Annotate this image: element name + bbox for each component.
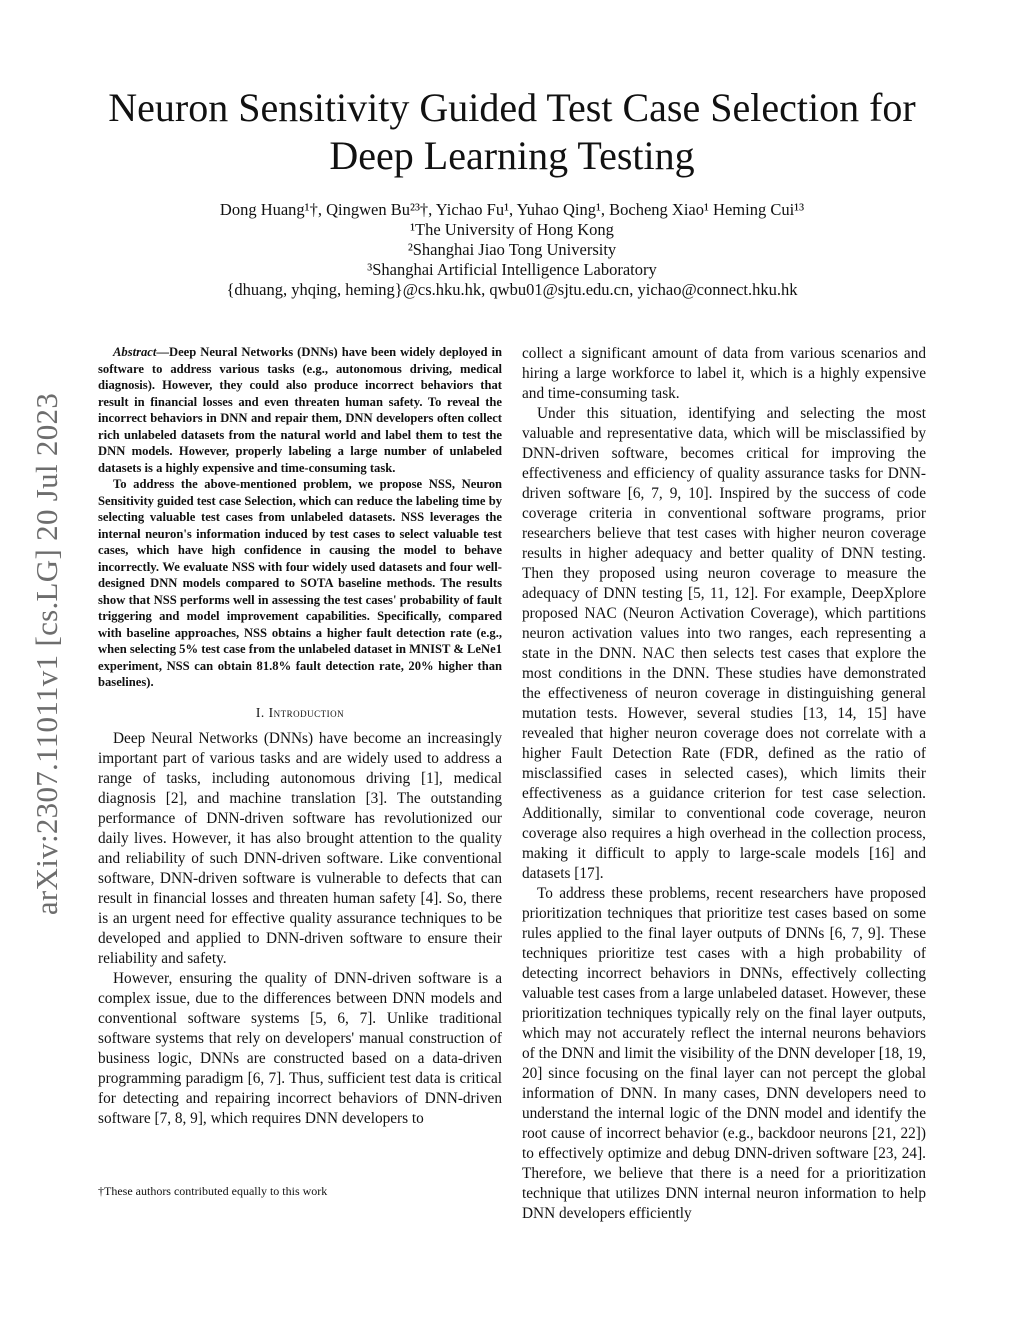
right-paragraph-2: Under this situation, identifying and selecting the most valuable and representative data, which will be misclassified by DNN-driven software, becomes critical for improving the effectiveness and efficiency of quality assurance tasks for DNN-driven software [6, 7, 9, 10]. Inspired by the success of code coverage criteria in conventional software programs, prior researchers believe that test cases with higher neuron coverage results in higher adequacy and better quality of DNN testing. Then they proposed using neuron coverage to measure the adequacy of DNN testing [5, 11, 12]. For example, DeepXplore proposed NAC (Neuron Activation Coverage), which partitions neuron activation values into two ranges, each representing a state in the DNN. NAC then selects test cases that explore the most conditions in the DNN. These studies have demonstrated the effectiveness of neuron coverage in distinguishing general mutation tests. However, several studies [13, 14, 15] have revealed that higher neuron coverage does not correlate with a higher Fault Detection Rate (FDR, defined as the ratio of misclassified cases in selected cases), which limits their effectiveness as a guidance criterion for test case selection. Additionally, similar to conventional code coverage, neuron coverage also requires a high overhead in the collection process, making it difficult to apply to large-scale models [16] and datasets [17].	[522, 405, 926, 882]
affiliation-3: ³Shanghai Artificial Intelligence Laboratory	[367, 260, 657, 279]
abstract-paragraph-1	[98, 344, 502, 476]
abstract-text-1: —Deep Neural Networks (DNNs) have been widely deployed in software to address various tasks (e.g., autonomous driving, medical diagnosis). However, they could also produce incorrect behaviors that result in financial losses and even threaten human safety. To reveal the incorrect behaviors in DNN and repair them, DNN developers often collect rich unlabeled datasets from the natural world and label them to test the DNN models. However, properly labeling a large number of unlabeled datasets is a highly expensive and time-consuming task.	[98, 345, 502, 475]
author-list: Dong Huang¹†, Qingwen Bu²³†, Yichao Fu¹, Yuhao Qing¹, Bocheng Xiao¹ Heming Cui¹³	[219, 200, 805, 219]
left-column	[98, 344, 502, 1129]
intro-paragraph-2: However, ensuring the quality of DNN-driven software is a complex issue, due to the differences between DNN models and conventional software systems [5, 6, 7]. Unlike traditional software systems that rely on developers' manual construction of business logic, DNNs are constructed based on a data-driven programming paradigm [6, 7]. Thus, sufficient test data is critical for detecting and repairing incorrect behaviors of DNN-driven software [7, 8, 9], which requires DNN developers to	[98, 969, 502, 1127]
right-paragraph-1: collect a significant amount of data from various scenarios and hiring a large workforce to label it, which is a highly expensive and time-consuming task.	[522, 345, 926, 402]
abstract	[98, 344, 502, 691]
paper-title	[80, 84, 944, 180]
affiliation-2: ²Shanghai Jiao Tong University	[407, 240, 617, 259]
abstract-paragraph-2: To address the above-mentioned problem, we propose NSS, Neuron Sensitivity guided test case Selection, which can reduce the labeling time by selecting valuable test cases from unlabeled datasets. NSS leverages the internal neuron's information induced by test cases to select valuable test cases, which have high confidence in causing the model to behave incorrectly. We evaluate NSS with four widely used datasets and four well-designed DNN models compared to SOTA baseline methods. The results show that NSS performs well in assessing the test cases' probability of fault triggering and model improvement capabilities. Specifically, compared with baseline approaches, NSS obtains a higher fault detection rate (e.g., when selecting 5% test case from the unlabeled dataset in MNIST & LeNe1 experiment, NSS can obtain 81.8% fault detection rate, 20% higher than baselines).	[98, 477, 502, 689]
title-line-2: Deep Learning Testing	[329, 133, 695, 178]
right-paragraph-3: To address these problems, recent researchers have proposed prioritization techniques that prioritize test cases based on some rules applied to the final layer outputs of DNNs [6, 7, 9]. These techniques prioritize test cases with a high probability of detecting incorrect behaviors in DNNs, effectively collecting valuable test cases from a large unlabeled dataset. However, these prioritization techniques typically rely on the final layer outputs, which may not accurately reflect the internal neurons behaviors of the DNN and limit the visibility of the DNN developer [18, 19, 20] since focusing on the final layer can not percept the global information of DNN. In many cases, DNN developers need to understand the internal logic of the DNN model and identify the root cause of incorrect behavior (e.g., backdoor neurons [21, 22]) to effectively optimize and debug DNN-driven software [23, 24]. Therefore, we believe that there is a need for a prioritization technique that utilizes DNN internal neuron information to help DNN developers efficiently	[522, 885, 926, 1222]
author-emails: {dhuang, yhqing, heming}@cs.hku.hk, qwbu01@sjtu.edu.cn, yichao@connect.hku.hk	[226, 280, 798, 299]
section-heading-introduction: I. Introduction	[255, 704, 345, 720]
footnote: †These authors contributed equally to this work	[98, 1184, 328, 1198]
abstract-label: Abstract	[113, 345, 157, 359]
title-line-1: Neuron Sensitivity Guided Test Case Selection for	[108, 85, 916, 130]
arxiv-identifier: arXiv:2307.11011v1 [cs.LG] 20 Jul 2023	[29, 392, 64, 916]
right-column	[522, 344, 926, 1224]
author-block	[80, 200, 944, 300]
affiliation-1: ¹The University of Hong Kong	[410, 220, 614, 239]
intro-paragraph-1: Deep Neural Networks (DNNs) have become an increasingly important part of various tasks and are widely used to address a range of tasks, including autonomous driving [1], medical diagnosis [2], and machine translation [3]. The outstanding performance of DNN-driven software has revolutionized our daily lives. However, it has also brought attention to the quality and reliability of such DNN-driven software. Like conventional software, DNN-driven software is vulnerable to defects that can result in financial losses and threaten human safety [4]. So, there is an urgent need for effective quality assurance techniques to be developed and applied to DNN-driven software to ensure their reliability and safety.	[98, 729, 502, 967]
arxiv-identifier-sidebar	[22, 354, 72, 954]
